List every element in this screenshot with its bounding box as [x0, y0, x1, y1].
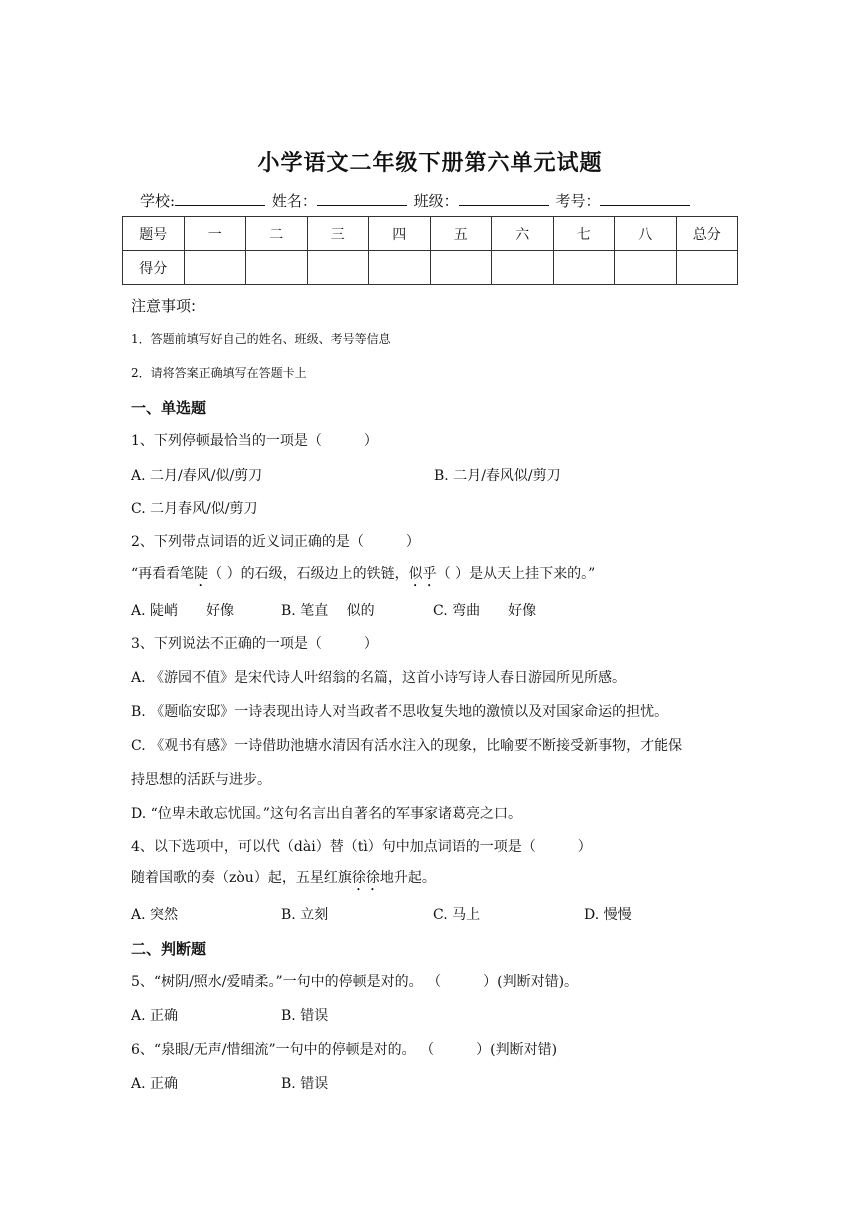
section-title: 二、判断题 [131, 940, 207, 958]
option-b[interactable]: B. 二月/春风似/剪刀 [434, 468, 561, 484]
school-blank [175, 191, 265, 206]
sentence-text: 随着国歌的奏（zòu）起，五星红旗 [131, 870, 352, 886]
score-cell: 三 [307, 217, 369, 251]
option-b[interactable]: B. 《题临安邸》一诗表现出诗人对当政者不思收复失地的激愤以及对国家命运的担忧。 [131, 704, 669, 720]
student-info-row [140, 190, 692, 211]
score-cell: 五 [430, 217, 492, 251]
option-a[interactable]: A. 正确 [131, 1076, 179, 1092]
question-stem: 3、下列说法不正确的一项是（ ） [131, 636, 378, 652]
score-cell: 四 [369, 217, 431, 251]
option-b[interactable]: B. 立刻 [281, 907, 329, 923]
option-d[interactable]: D. 慢慢 [584, 907, 632, 923]
number-blank [600, 191, 690, 206]
dotted-word: 似乎 [408, 566, 437, 582]
page-title: 小学语文二年级下册第六单元试题 [257, 151, 603, 176]
score-input-cell[interactable] [676, 251, 738, 285]
question-stem: 6、“泉眼/无声/惜细流”一句中的停顿是对的。 （ ）(判断对错) [131, 1042, 558, 1058]
score-cell: 一 [184, 217, 246, 251]
class-label: 班级： [413, 192, 459, 210]
class-blank [459, 191, 549, 206]
score-input-cell[interactable] [246, 251, 308, 285]
option-a[interactable]: A. 陡峭 好像 [131, 603, 235, 619]
score-input-cell[interactable] [184, 251, 246, 285]
score-cell: 得分 [123, 251, 185, 285]
question-stem: 2、下列带点词语的近义词正确的是（ ） [131, 534, 420, 550]
score-table-header-row [123, 217, 738, 251]
school-label: 学校: [140, 192, 176, 210]
score-input-cell[interactable] [307, 251, 369, 285]
option-b[interactable]: B. 错误 [281, 1008, 329, 1024]
section-title: 一、单选题 [131, 399, 207, 417]
question-sentence [131, 563, 595, 590]
score-input-cell[interactable] [615, 251, 677, 285]
option-c[interactable]: C. 马上 [433, 907, 481, 923]
sentence-text: 地升起。 [379, 870, 436, 886]
score-input-cell[interactable] [553, 251, 615, 285]
question-sentence [131, 867, 436, 894]
question-stem: 5、“树阴/照水/爱晴柔。”一句中的停顿是对的。 （ ）(判断对错)。 [131, 974, 579, 990]
score-table-score-row [123, 251, 738, 285]
option-c[interactable]: C. 弯曲 好像 [433, 603, 537, 619]
score-cell: 题号 [123, 217, 185, 251]
score-input-cell[interactable] [430, 251, 492, 285]
option-a[interactable]: A. 突然 [131, 907, 179, 923]
name-blank [317, 191, 407, 206]
sentence-text: （ ）的石级，石级边上的铁链， [208, 566, 409, 582]
question-stem: 1、下列停顿最恰当的一项是（ ） [131, 433, 378, 449]
note-item: 2．请将答案正确填写在答题卡上 [131, 366, 307, 380]
score-cell: 八 [615, 217, 677, 251]
option-a[interactable]: A. 二月/春风/似/剪刀 [131, 468, 263, 484]
option-c[interactable]: C. 《观书有感》一诗借助池塘水清因有活水注入的现象，比喻要不断接受新事物，才能保 [131, 738, 683, 754]
sentence-text: “再看看笔 [131, 566, 195, 582]
question-stem: 4、以下选项中，可以代（dài）替（tì）句中加点词语的一项是（ ） [131, 839, 592, 855]
score-input-cell[interactable] [492, 251, 554, 285]
score-cell: 总分 [676, 217, 738, 251]
option-c[interactable]: C. 二月春风/似/剪刀 [131, 501, 258, 517]
number-label: 考号： [555, 192, 601, 210]
dotted-word: 徐徐 [351, 870, 380, 886]
score-cell: 二 [246, 217, 308, 251]
score-table [122, 216, 738, 285]
option-a[interactable]: A. 《游园不值》是宋代诗人叶绍翁的名篇，这首小诗写诗人春日游园所见所感。 [131, 670, 627, 686]
score-cell: 六 [492, 217, 554, 251]
note-item: 1．答题前填写好自己的姓名、班级、考号等信息 [131, 332, 391, 346]
notes-title: 注意事项: [131, 297, 197, 315]
option-a[interactable]: A. 正确 [131, 1008, 179, 1024]
option-b[interactable]: B. 错误 [281, 1076, 329, 1092]
score-input-cell[interactable] [369, 251, 431, 285]
score-cell: 七 [553, 217, 615, 251]
option-b[interactable]: B. 笔直 似的 [281, 603, 375, 619]
sentence-text: （ ）是从天上挂下来的。” [436, 566, 596, 582]
option-c-continued: 持思想的活跃与进步。 [131, 772, 271, 788]
dotted-word: 陡 [194, 566, 209, 582]
name-label: 姓名： [271, 192, 317, 210]
option-d[interactable]: D. “位卑未敢忘忧国。”这句名言出自著名的军事家诸葛亮之口。 [131, 806, 522, 822]
